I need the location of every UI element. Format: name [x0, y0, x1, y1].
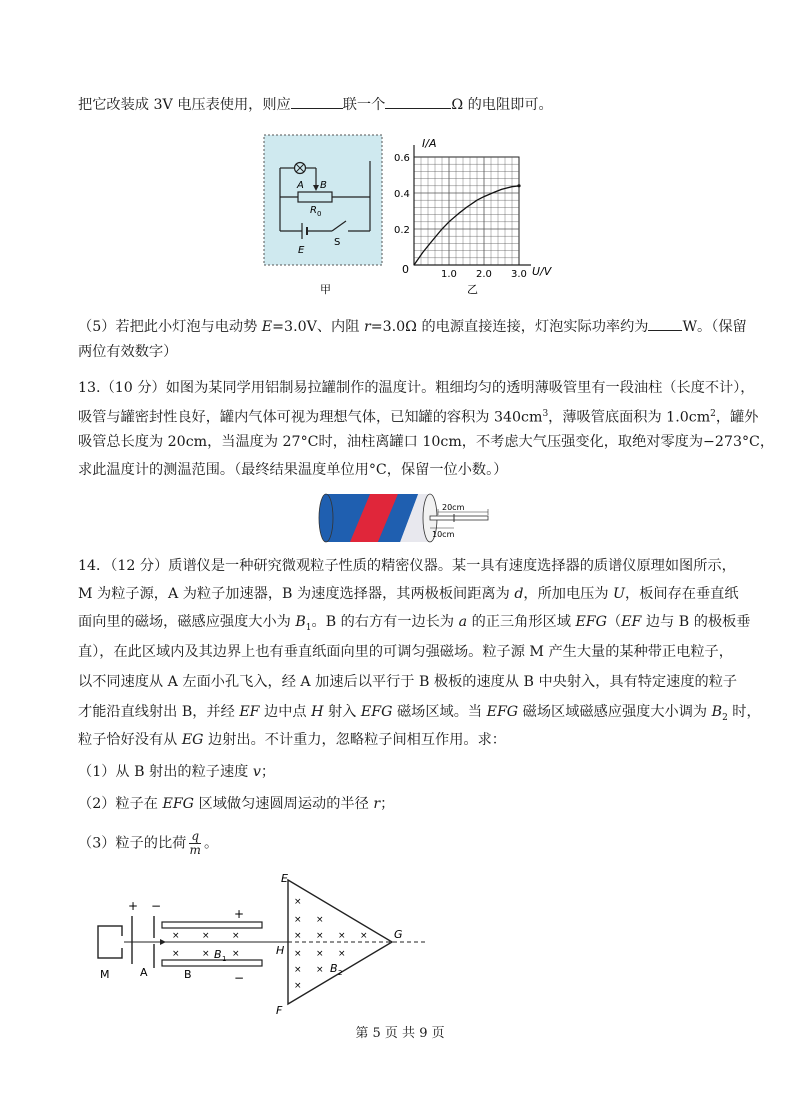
q14-line6	[78, 702, 761, 728]
particle-source-m	[98, 926, 122, 958]
label-e: E	[281, 872, 288, 885]
q13-sup: 2	[710, 409, 716, 419]
fraction-denominator: m	[189, 843, 201, 857]
q12-5-line1	[78, 316, 747, 337]
q12-5-text: =3.0V、内阻	[272, 319, 364, 335]
iu-chart-yi	[392, 133, 562, 303]
q14-text: 时，	[727, 704, 761, 720]
q14-var: B	[295, 614, 306, 630]
circuit-figure-jia	[262, 133, 386, 303]
q12-5-text: =3.0Ω 的电源直接连接，灯泡实际功率约为	[370, 319, 649, 335]
fraction-q-over-m	[189, 830, 201, 857]
label-b: B	[320, 180, 327, 191]
q14-text: 边射出。不计重力，忽略粒子间相互作用。求：	[203, 732, 506, 748]
q14-sub1	[78, 762, 275, 782]
origin-label: 0	[402, 263, 409, 276]
q14-var: d	[514, 586, 524, 602]
q14-text: 。	[204, 835, 219, 852]
field-cross: ×	[316, 949, 324, 959]
mass-spectrometer-figure	[88, 872, 438, 1022]
q14-var: EF	[239, 704, 260, 720]
series-end-point	[517, 184, 520, 187]
field-cross: ×	[360, 931, 368, 941]
q14-var: U	[613, 586, 626, 602]
label-e: E	[298, 245, 305, 256]
q12-5-var-e: E	[261, 319, 273, 335]
q14-var: EFG	[575, 614, 607, 630]
x-tick-label: 1.0	[441, 269, 457, 280]
field-cross: ×	[232, 931, 240, 941]
minus-sign: −	[151, 899, 162, 913]
field-cross: ×	[316, 931, 324, 941]
label-f: F	[276, 1004, 283, 1017]
can-thermometer-figure	[318, 490, 498, 550]
x-axis-label: U/V	[532, 265, 552, 278]
q14-var: EF	[621, 614, 642, 630]
q14-text: ；	[380, 796, 395, 812]
q14-text: 粒子恰好没有从	[78, 732, 182, 748]
q14-text: （1）从 B 射出的粒子速度	[78, 764, 253, 780]
q14-text: ；	[260, 764, 276, 780]
chart-grid	[414, 157, 519, 265]
q14-var: a	[458, 614, 468, 630]
circuit-background	[264, 135, 382, 265]
q12-intro-line	[78, 94, 553, 115]
field-cross: ×	[294, 931, 302, 941]
q13-line4: 求此温度计的测温范围。（最终结果温度单位用°C，保留一位小数。）	[78, 462, 508, 478]
q14-text: 面向里的磁场，磁感应强度大小为	[78, 614, 296, 630]
q14-line4: 直），在此区域内及其边界上也有垂直纸面向里的可调匀强磁场。粒子源 M 产生大量的某种带正电粒子，	[78, 644, 733, 660]
label-h: H	[276, 944, 285, 957]
field-cross: ×	[294, 965, 302, 975]
caption-jia: 甲	[320, 283, 331, 296]
field-cross: ×	[294, 981, 302, 991]
field-cross: ×	[294, 915, 302, 925]
dim-20cm: 20cm	[442, 503, 465, 512]
beam-arrow-icon	[160, 939, 166, 945]
q14-sub: 2	[722, 712, 728, 723]
q14-line3	[78, 612, 751, 638]
q13-line1: 13.（10 分）如图为某同学用铝制易拉罐制作的温度计。粗细均匀的透明薄吸管里有一段油柱（长度不计），	[78, 380, 755, 396]
q12-intro-text-c: Ω 的电阻即可。	[451, 97, 553, 113]
q14-var: EFG	[162, 796, 195, 812]
q14-text: 射入	[323, 704, 361, 720]
q12-intro-text-b: 联一个	[342, 97, 386, 113]
label-a: A	[140, 966, 148, 979]
field-cross: ×	[202, 949, 210, 959]
can-body	[318, 494, 433, 542]
q13-line2	[78, 404, 758, 428]
dim-10cm: 10cm	[432, 530, 455, 539]
q14-text: 磁场区域。当	[392, 704, 487, 720]
field-cross: ×	[316, 965, 324, 975]
q14-text: （	[607, 614, 622, 630]
field-cross: ×	[316, 915, 324, 925]
label-a: A	[297, 180, 304, 191]
selector-plate-top	[162, 922, 262, 928]
q12-5-line2: 两位有效数字）	[78, 344, 178, 360]
q14-text: 区域做匀速圆周运动的半径	[194, 796, 374, 812]
q14-var: EG	[181, 732, 204, 748]
field-crosses-triangle	[294, 897, 368, 991]
q13-line3: 吸管总长度为 20cm，当温度为 27°C时，油柱离罐口 10cm，不考虑大气压强变化，取绝对零度为−273°C，	[78, 434, 775, 450]
selector-plate-bottom	[162, 960, 262, 966]
straw	[430, 516, 488, 520]
q14-text: ，板间存在垂直纸	[625, 586, 739, 602]
q14-line2	[78, 584, 739, 604]
q14-text: 边与 B 的极板垂	[641, 614, 751, 630]
label-g: G	[394, 928, 403, 941]
q14-text: 磁场区域磁感应强度大小调为	[518, 704, 712, 720]
q13-text: ，罐外	[715, 409, 759, 426]
q14-text: 的正三角形区域	[467, 614, 576, 630]
q12-5-text: （5）若把此小灯泡与电动势	[78, 319, 262, 335]
q14-var: EFG	[486, 704, 519, 720]
minus-sign: −	[234, 971, 245, 985]
answer-blank	[648, 316, 682, 331]
plus-sign: +	[128, 899, 139, 913]
caption-yi: 乙	[467, 283, 478, 296]
q14-var: B	[711, 704, 723, 720]
field-cross: ×	[202, 931, 210, 941]
q13-text: ，薄吸管底面积为 1.0cm	[548, 409, 711, 426]
field-cross: ×	[172, 949, 180, 959]
label-b1-sub: 1	[222, 955, 227, 963]
answer-blank	[385, 94, 451, 109]
label-b2: B	[330, 962, 338, 975]
q14-text: ，所加电压为	[523, 586, 614, 602]
label-m: M	[100, 968, 110, 981]
label-b: B	[184, 968, 192, 981]
q14-text: （2）粒子在	[78, 796, 163, 812]
label-b2-sub: 2	[338, 969, 343, 977]
field-cross: ×	[294, 897, 302, 907]
q14-text: M 为粒子源，A 为粒子加速器，B 为速度选择器，其两极板间距离为	[78, 586, 515, 602]
q14-var: H	[311, 704, 324, 720]
x-tick-label: 3.0	[511, 269, 527, 280]
x-tick-label: 2.0	[476, 269, 492, 280]
chart-plot-frame	[414, 157, 519, 265]
page-footer: 第 5 页 共 9 页	[355, 1026, 445, 1041]
q14-sub2	[78, 794, 394, 814]
plus-sign: +	[234, 907, 245, 921]
y-tick-label: 0.6	[394, 153, 410, 164]
label-r0-sub: 0	[317, 210, 322, 218]
q13-text: 吸管与罐密封性良好，罐内气体可视为理想气体，已知罐的容积为 340cm	[78, 409, 543, 426]
field-cross: ×	[172, 931, 180, 941]
q12-5-var-r: r	[363, 319, 371, 335]
q14-sub3	[78, 830, 218, 857]
q14-var: v	[252, 764, 261, 780]
field-cross: ×	[232, 949, 240, 959]
field-cross: ×	[338, 931, 346, 941]
answer-blank	[291, 94, 343, 109]
q12-5-text: W。（保留	[682, 319, 747, 335]
q14-line5: 以不同速度从 A 左面小孔飞入，经 A 加速后以平行于 B 极板的速度从 B 中央射入，具有特定速度的粒子	[78, 674, 738, 690]
y-tick-label: 0.2	[394, 225, 410, 236]
q14-text: （3）粒子的比荷	[78, 835, 187, 852]
label-b1: B	[214, 948, 222, 961]
q14-text: 。B 的右方有一边长为	[311, 614, 459, 630]
fraction-numerator: q	[191, 829, 200, 843]
label-s: S	[334, 237, 341, 248]
q13-sup: 3	[542, 409, 549, 419]
field-cross: ×	[338, 949, 346, 959]
q14-sub: 1	[305, 622, 312, 633]
q14-text: 边中点	[259, 704, 312, 720]
y-axis-label: I/A	[422, 137, 437, 150]
q14-var: EFG	[360, 704, 393, 720]
q14-var: r	[373, 796, 381, 812]
q14-text: 才能沿直线射出 B，并经	[78, 704, 240, 720]
label-r0: R	[310, 205, 317, 216]
q14-line1: 14．（12 分）质谱仪是一种研究微观粒子性质的精密仪器。某一具有速度选择器的质谱仪原理如图所示，	[78, 558, 736, 574]
q12-intro-text-a: 把它改装成 3V 电压表使用，则应	[78, 97, 291, 113]
y-tick-label: 0.4	[394, 189, 410, 200]
field-cross: ×	[294, 949, 302, 959]
q14-line7	[78, 730, 506, 750]
